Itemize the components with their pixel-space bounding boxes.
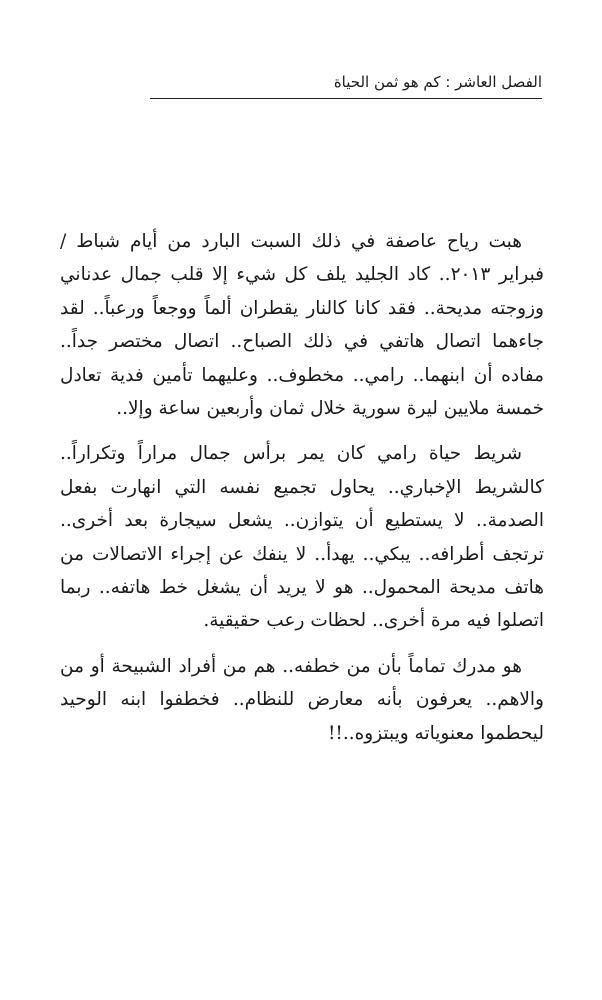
paragraph: شريط حياة رامي كان يمر برأس جمال مراراً وتكراراً.. كالشريط الإخباري.. يحاول تجميع نفسه التي انهارت بفعل الصدمة.. لا يستطيع أن يتوازن.. يشعل سيجارة بعد أخرى.. ترتجف أطرافه.. يبكي.. يهدأ.. لا ينفك عن إجراء الاتصالات من هاتف مديحة المحمول.. هو لا يريد أن يشغل خط هاتفه.. ربما اتصلوا فيه مرة أخرى.. لحظات رعب حقيقية. xyxy=(60,443,544,632)
header-divider xyxy=(150,98,542,99)
paragraph: هو مدرك تماماً بأن من خطفه.. هم من أفراد الشبيحة أو من والاهم.. يعرفون بأنه معارض للنظام.. فخطفوا ابنه الوحيد ليحطموا معنوياته ويبتزوه..!! xyxy=(60,655,544,744)
main-text xyxy=(60,225,544,750)
paragraph: هبت رياح عاصفة في ذلك السبت البارد من أيام شباط / فبراير ٢٠١٣.. كاد الجليد يلف كل شيء إلا قلب جمال عدناني وزوجته مديحة.. فقد كانا كالنار يقطران ألماً ووجعاً ورعباً.. لقد جاءهما اتصال هاتفي في ذلك الصباح.. اتصال مختصر جداً.. مفاده أن ابنهما.. رامي.. مخطوف.. وعليهما تأمين فدية تعادل خمسة ملايين ليرة سورية خلال ثمان وأربعين ساعة وإلا.. xyxy=(60,231,544,420)
running-header: الفصل العاشر : كم هو ثمن الحياة xyxy=(333,73,542,91)
